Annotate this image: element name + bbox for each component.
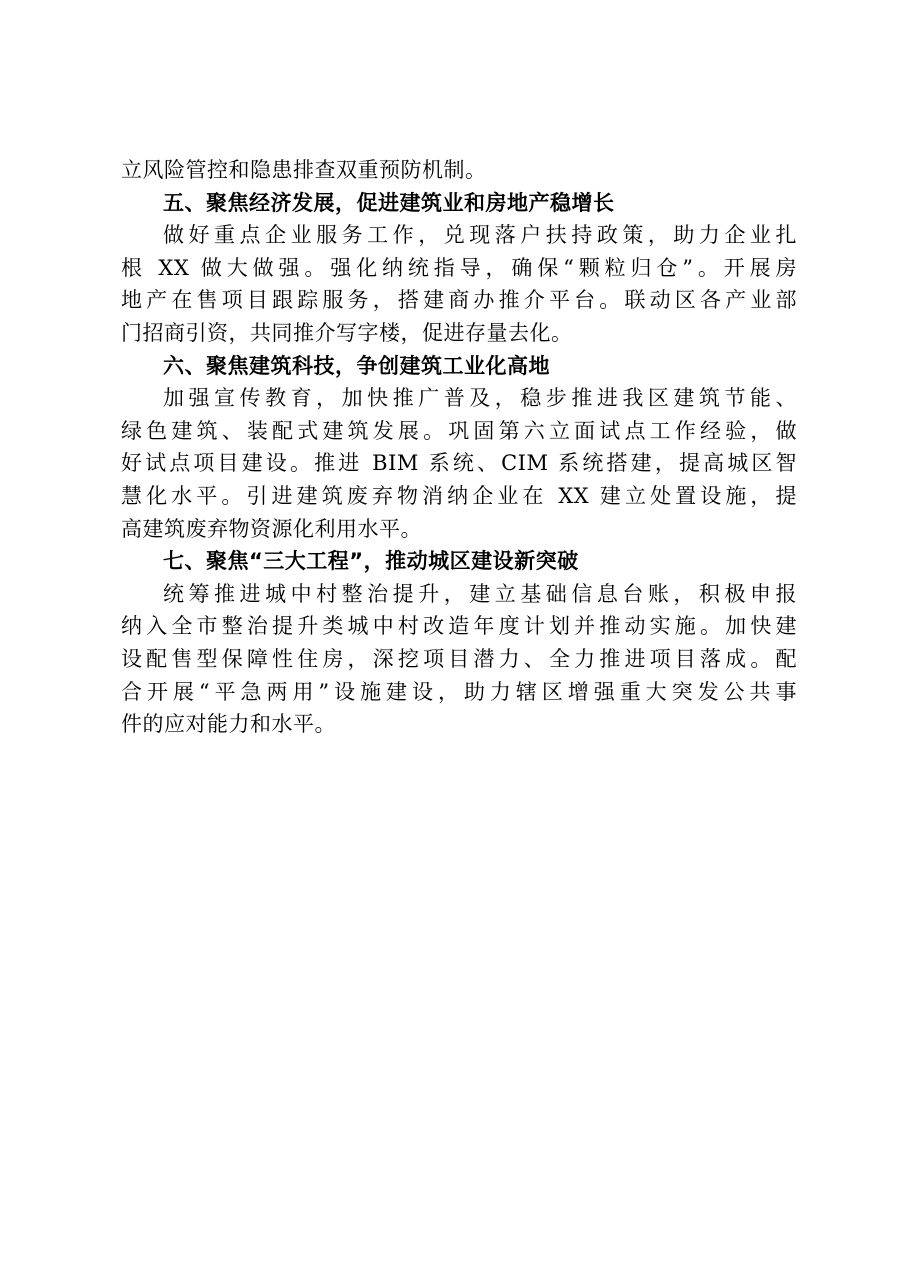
lead-paragraph	[121, 154, 797, 187]
section-heading-7: 七、聚焦“三大工程”，推动城区建设新突破	[163, 549, 579, 574]
text-line: 立风险管控和隐患排查双重预防机制。	[121, 158, 487, 182]
section-heading-6: 六、聚焦建筑科技，争创建筑工业化高地	[163, 353, 550, 378]
text-line: 地产在售项目跟踪服务，搭建商办推介平台。联动区各产业部	[121, 288, 797, 313]
document-body	[121, 154, 797, 741]
text-line: 纳入全市整治提升类城中村改造年度计划并推动实施。加快建	[121, 614, 797, 639]
text-line: 门招商引资，共同推介写字楼，促进存量去化。	[121, 320, 573, 345]
text-line: 统筹推进城中村整治提升，建立基础信息台账，积极申报	[163, 581, 797, 606]
section-heading-5: 五、聚焦经济发展，促进建筑业和房地产稳增长	[163, 190, 615, 215]
text-line: 做好重点企业服务工作，兑现落户扶持政策，助力企业扎	[163, 223, 797, 248]
text-line: 设配售型保障性住房，深挖项目潜力、全力推进项目落成。配	[121, 646, 797, 671]
text-line: 件的应对能力和水平。	[121, 712, 336, 737]
text-line: 绿色建筑、装配式建筑发展。巩固第六立面试点工作经验，做	[121, 418, 797, 443]
text-line: 好试点项目建设。推进 BIM 系统、CIM 系统搭建，提高城区智	[121, 451, 797, 476]
text-line: 高建筑废弃物资源化利用水平。	[121, 516, 422, 541]
text-line: 根 XX 做大做强。强化纳统指导，确保“颗粒归仓”。开展房	[121, 255, 797, 280]
text-line: 慧化水平。引进建筑废弃物消纳企业在 XX 建立处置设施，提	[121, 483, 797, 508]
section-paragraph-6	[121, 382, 797, 545]
section-paragraph-7	[121, 578, 797, 741]
section-paragraph-5	[121, 219, 797, 349]
text-line: 合开展“平急两用”设施建设，助力辖区增强重大突发公共事	[121, 679, 797, 704]
text-line: 加强宣传教育，加快推广普及，稳步推进我区建筑节能、	[163, 386, 797, 411]
